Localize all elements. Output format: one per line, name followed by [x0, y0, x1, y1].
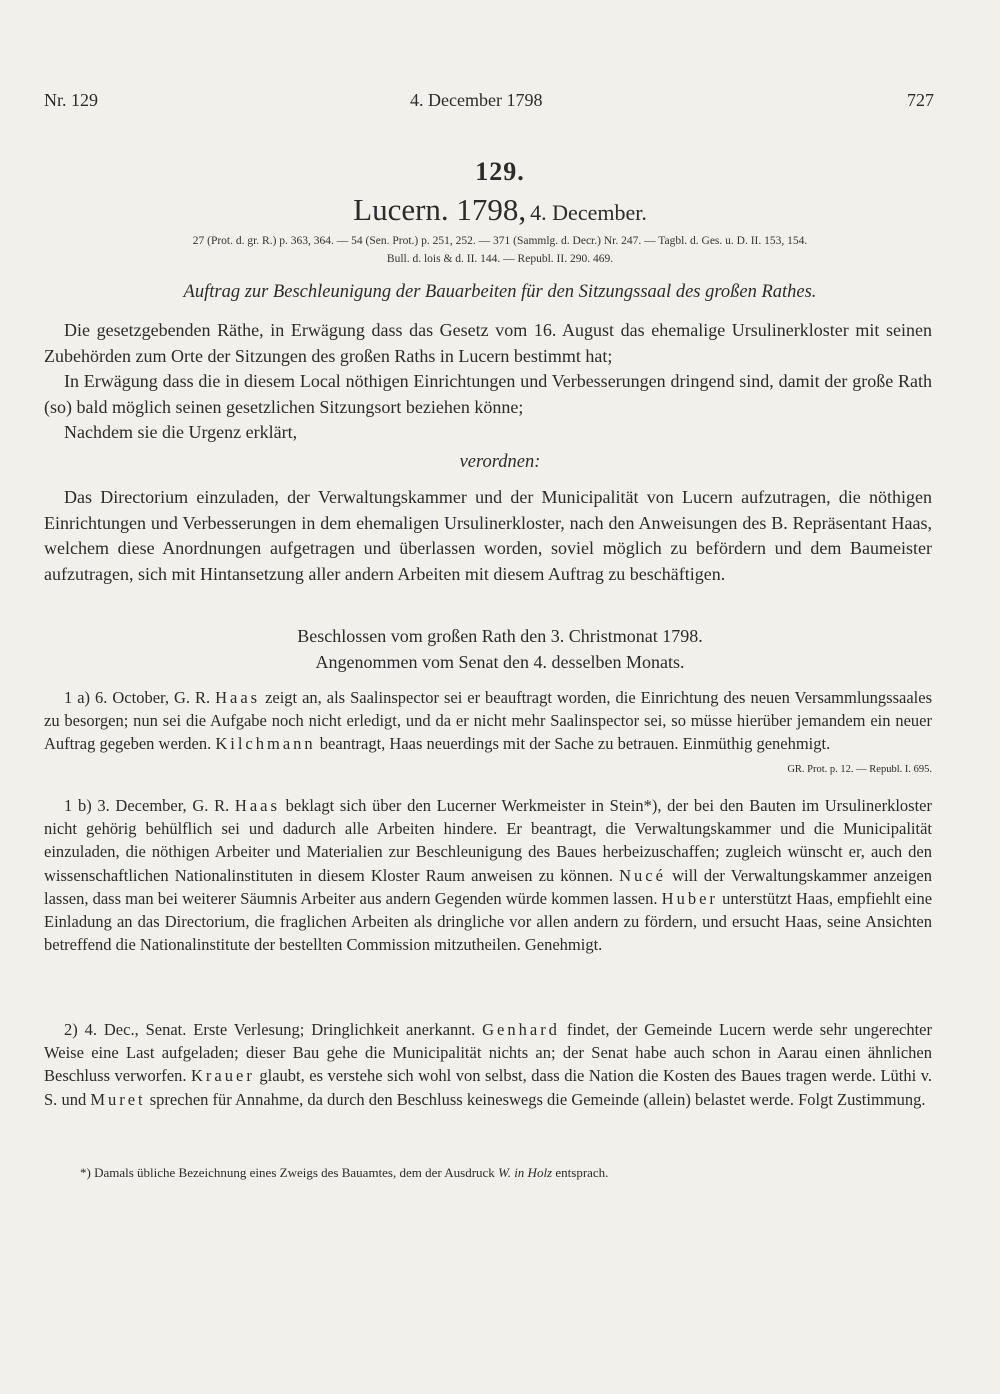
note-2 [44, 1018, 932, 1111]
footnote-text: *) Damals übliche Bezeichnung eines Zweigs des Bauamtes, dem der Ausdruck [80, 1165, 495, 1180]
preamble-paragraph-1: Die gesetzgebenden Räthe, in Erwägung dass das Gesetz vom 16. August das ehemalige Ursulinerkloster mit seinen Zubehörden zum Orte der Sitzungen des großen Raths in Lucern bestimmt hat; [44, 320, 932, 366]
document-subtitle: Auftrag zur Beschleunigung der Bauarbeiten für den Sitzungssaal des großen Rathes. [183, 282, 817, 302]
date-header: 4. December 1798 [410, 90, 543, 110]
speaker-name: Genhard [482, 1020, 560, 1039]
heading-place-year: Lucern. 1798, [353, 192, 527, 227]
speaker-name: Nucé [619, 865, 666, 885]
verordnen-heading: verordnen: [459, 452, 541, 472]
footnote [80, 1164, 920, 1182]
note-1a-text-2: beantragt, Haas neuerdings mit der Sache zu betrauen. Einmüthig genehmigt. [319, 734, 831, 754]
footnote-text-end: entsprach. [555, 1165, 609, 1180]
note-1a [44, 686, 932, 781]
note-1b [44, 794, 932, 956]
note-1a-intro: 1 a) 6. October, G. R. [64, 688, 211, 707]
note-2-intro: 2) 4. Dec., Senat. Erste Verlesung; Dringlichkeit anerkannt. [64, 1020, 476, 1039]
source-line-1: 27 (Prot. d. gr. R.) p. 363, 364. — 54 (Sen. Prot.) p. 251, 252. — 371 (Sammlg. d. Decr.) Nr. 247. — Tagbl. d. Ges. u. D. II. 153, 154. [192, 235, 808, 247]
closing-formula [0, 624, 1000, 675]
running-head [44, 90, 934, 114]
note-2-text-3: sprechen für Annahme, da durch den Beschluss keineswegs die Gemeinde (allein) belastet werde. Folgt Zustimmung. [149, 1089, 926, 1109]
note-1b-text-2: will der Verwaltungskammer anzeigen lassen, dass man bei weiterer Säumnis Arbeiter aus andern Gegenden würde kommen lassen. [44, 865, 933, 908]
note-2-text: findet, der Gemeinde Lucern werde sehr ungerechter Weise eine Last aufgeladen; dieser Bau gehe die Municipalität nichts an; der Senat habe auch schon in Aarau einen ähnlichen Beschluss verworfen. [44, 1020, 933, 1086]
speaker-name: Huber [661, 888, 718, 908]
closing-line-2: Angenommen vom Senat den 4. desselben Monats. [315, 651, 685, 672]
page-number: 727 [907, 90, 934, 110]
speaker-name: Haas [215, 688, 261, 707]
speaker-name: Krauer [191, 1066, 255, 1086]
speaker-name: Kilchmann [215, 734, 316, 754]
note-1b-text: beklagt sich über den Lucerner Werkmeister in Stein*), der bei den Bauten im Ursulinerkloster nicht gehörig behülflich sei und dadurch alle Arbeiten hindere. Er beantragt, die Verwaltungskammer und die Municipalität einzuladen, die nöthigen Arbeiter und Materialien zur Beschleunigung des Baues herbeizuschaffen; zugleich wünscht er, auch den wissenschaftlichen Nationalinstituten in diesem Kloster Raum anweisen zu können. [44, 796, 932, 885]
document-heading [0, 192, 1000, 228]
speaker-name: Lüthi v. S. [44, 1066, 933, 1109]
note-1b-text-3: unterstützt Haas, empfiehlt eine Einladung an das Directorium, die fraglichen Arbeiten als dringliche vor allen andern zu fördern, und ersucht Haas, seine Ansichten betreffend die Nationalinstitute der bestellten Commission mitzutheilen. Genehmigt. [44, 888, 933, 955]
speaker-name: Muret [90, 1089, 146, 1109]
note-1a-reference: GR. Prot. p. 12. — Republ. I. 695. [787, 763, 932, 775]
document-number: 129. [475, 157, 525, 186]
decree-paragraph: Das Directorium einzuladen, der Verwaltungskammer und der Municipalität von Lucern aufzutragen, die nöthigen Einrichtungen und Verbesserungen in dem ehemaligen Ursulinerkloster, nach den Anweisungen des B. Repräsentant Haas, welchem diese Anordnungen aufgetragen und überlassen worden, soviel möglich zu befördern und dem Baumeister aufzutragen, sich mit Hintansetzung aller andern Arbeiten mit diesem Auftrag zu beschäftigen. [44, 487, 932, 584]
footnote-term: W. in Holz [498, 1165, 553, 1180]
preamble-paragraph-3: Nachdem sie die Urgenz erklärt, [64, 422, 298, 442]
resolution-preamble [44, 318, 932, 446]
document-number-header: Nr. 129 [44, 90, 98, 110]
closing-line-1: Beschlossen vom großen Rath den 3. Christmonat 1798. [297, 626, 703, 646]
source-references [80, 232, 920, 268]
note-1a-text: zeigt an, als Saalinspector sei er beauftragt worden, die Einrichtung des neuen Versammlungssaales zu besorgen; nun sei die Aufgabe noch nicht erledigt, und da er nicht mehr Saalinspector sei, so müsse hierüber jemandem ein neuer Auftrag gegeben werden. [44, 688, 933, 754]
decree-text [44, 485, 932, 587]
note-2-conjunction: und [61, 1089, 87, 1109]
heading-date: 4. December. [530, 200, 647, 225]
note-2-text-2: glaubt, es verstehe sich wohl von selbst, dass die Nation die Kosten des Baues tragen werde. [259, 1066, 876, 1086]
preamble-paragraph-2: In Erwägung dass die in diesem Local nöthigen Einrichtungen und Verbesserungen dringend sind, damit der große Rath (so) bald möglich seinen gesetzlichen Sitzungsort beziehen könne; [44, 371, 932, 417]
speaker-name: Haas [234, 796, 280, 815]
source-line-2: Bull. d. lois & d. II. 144. — Republ. II. 290. 469. [386, 253, 614, 265]
note-1b-intro: 1 b) 3. December, G. R. [64, 796, 230, 815]
